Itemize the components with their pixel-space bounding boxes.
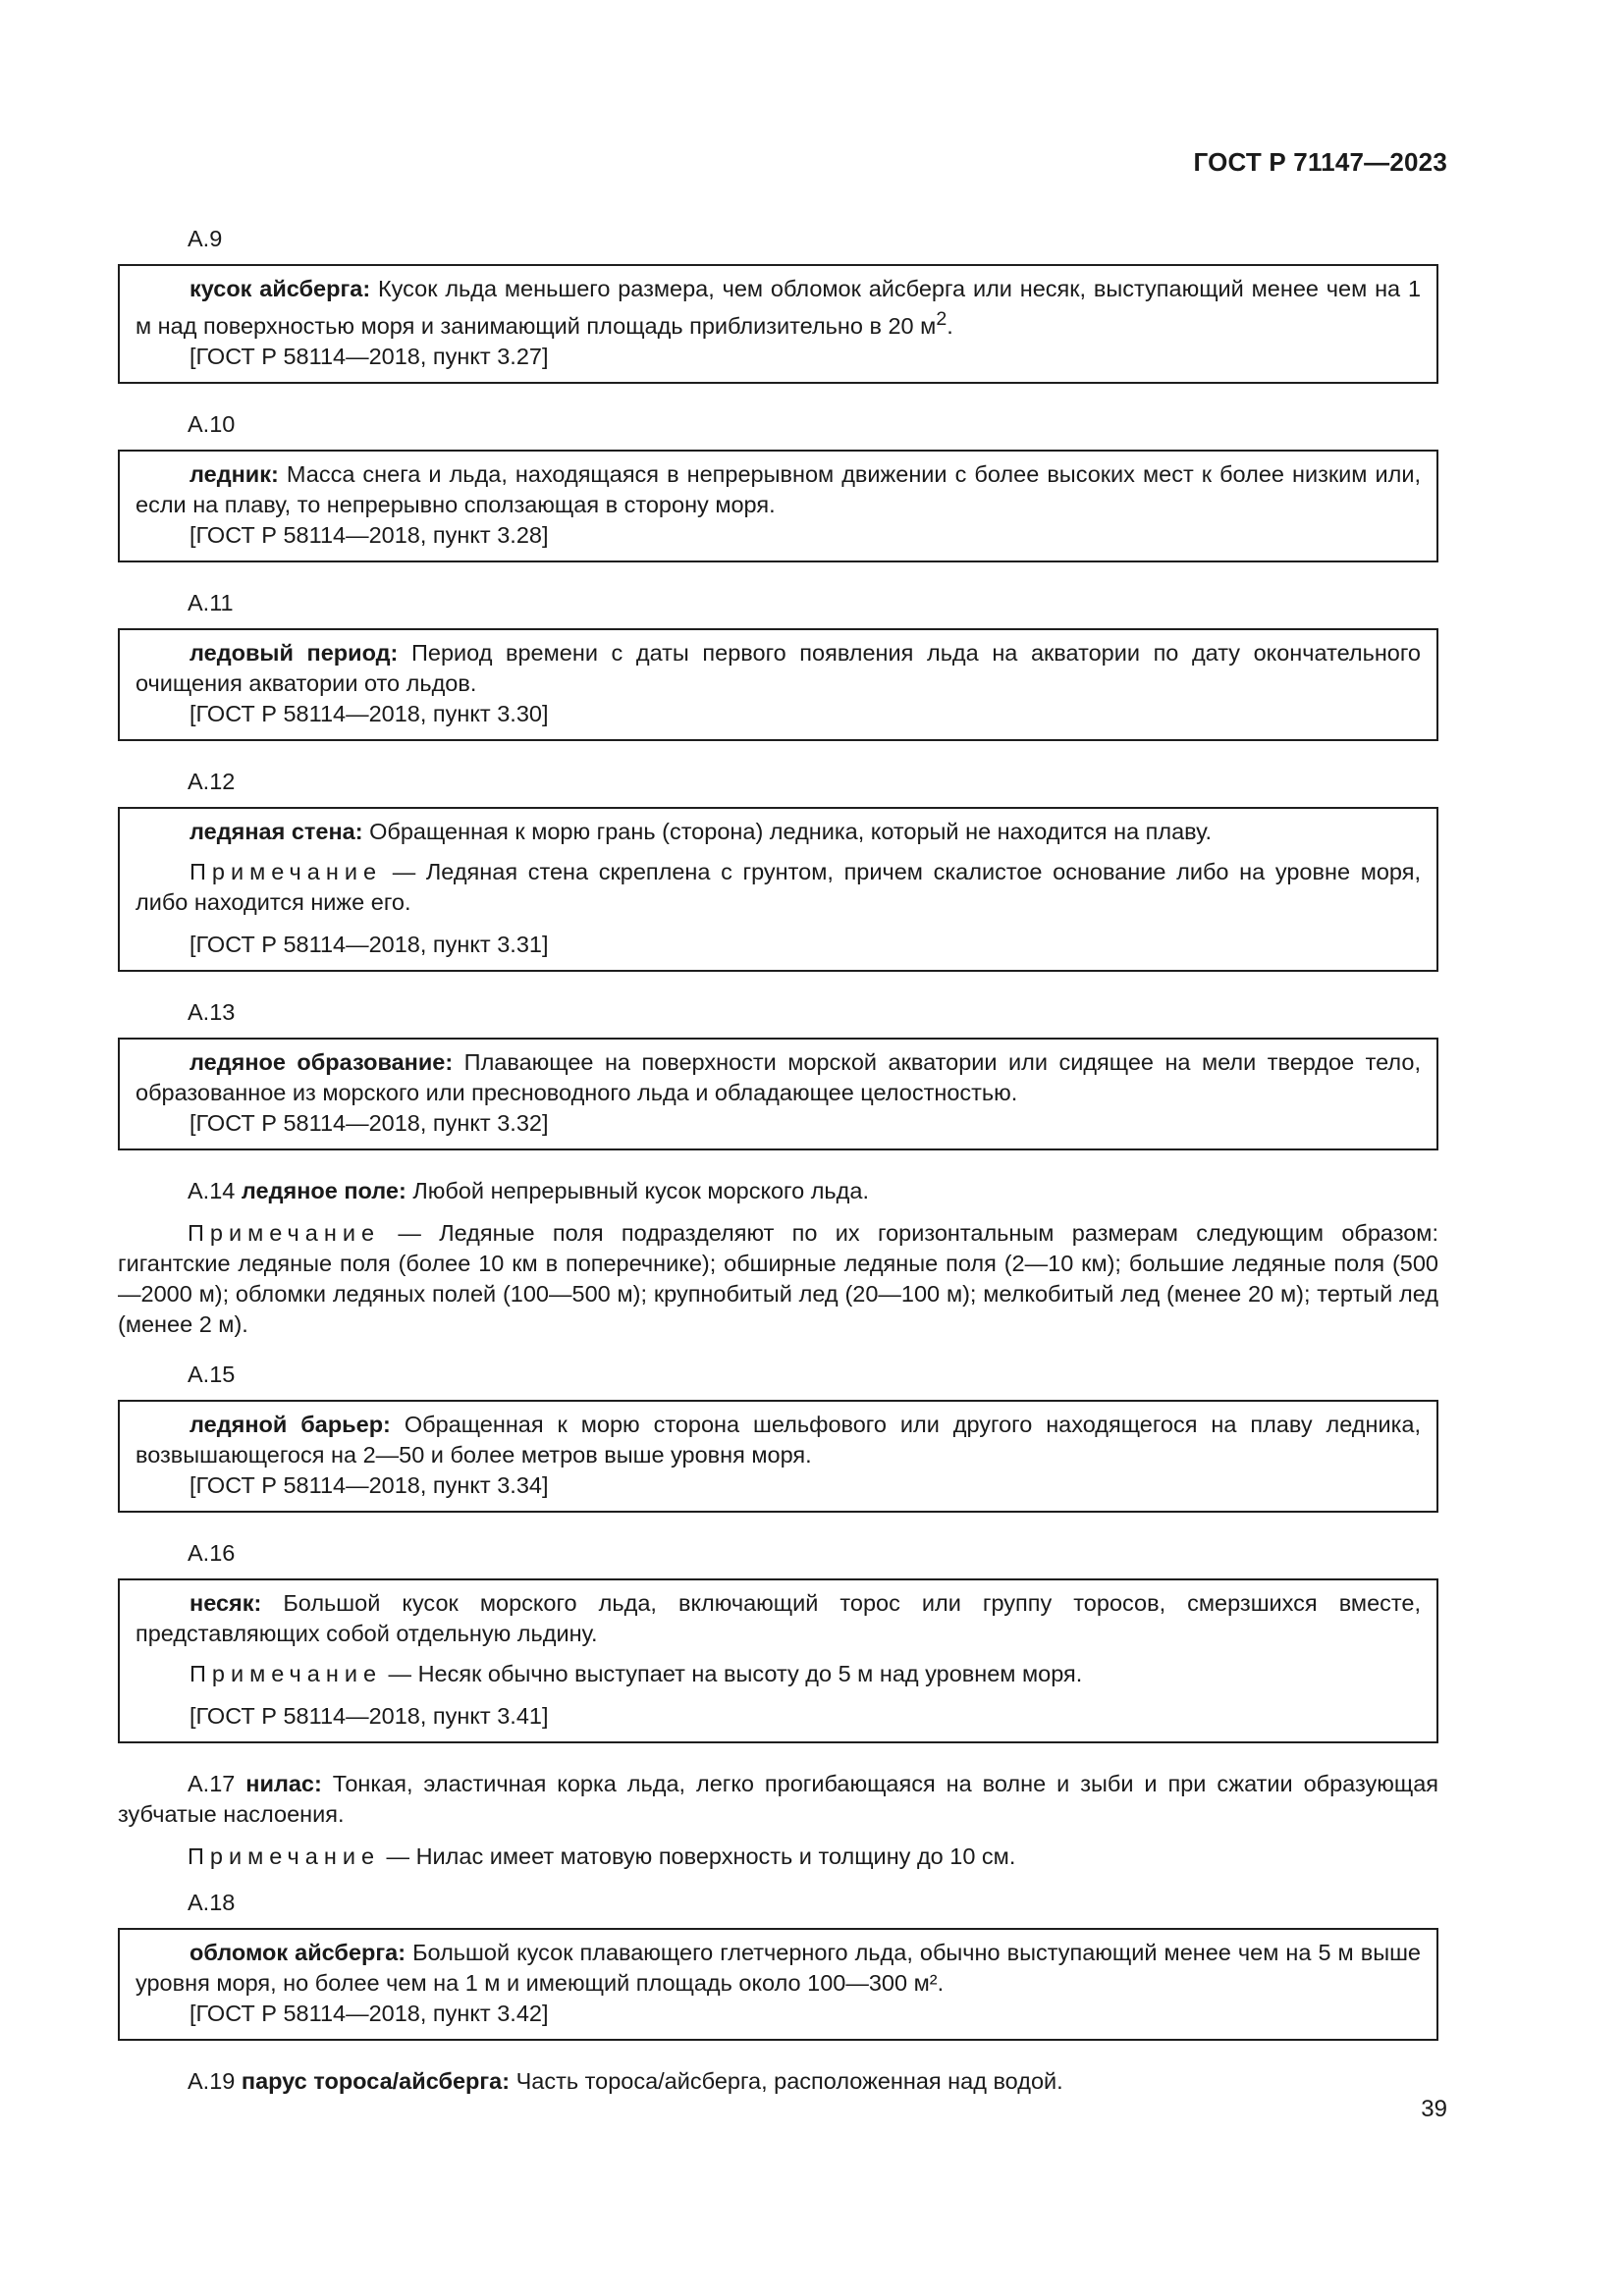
source-reference: [ГОСТ Р 58114—2018, пункт 3.31] [189, 931, 549, 957]
term: парус тороса/айсберга: [241, 2067, 511, 2094]
definition-end: . [947, 312, 953, 339]
definition-text: Часть тороса/айсберга, расположенная над водой. [515, 2067, 1063, 2094]
definition [135, 1588, 1421, 1649]
definition-box [118, 1578, 1438, 1743]
note-word: Примечание [189, 858, 383, 884]
entry-label: А.9 [188, 226, 223, 251]
definition-box [118, 264, 1438, 384]
note-word: Примечание [189, 1660, 383, 1686]
source-reference: [ГОСТ Р 58114—2018, пункт 3.30] [189, 700, 549, 726]
definition [135, 638, 1421, 699]
source-reference: [ГОСТ Р 58114—2018, пункт 3.28] [189, 521, 549, 548]
definition-box [118, 807, 1438, 972]
definition-box [118, 1400, 1438, 1513]
source-reference: [ГОСТ Р 58114—2018, пункт 3.41] [189, 1702, 549, 1729]
note-word: Примечание [188, 1219, 381, 1246]
note-text: — Несяк обычно выступает на высоту до 5 м над уровнем моря. [382, 1660, 1083, 1686]
definition-text: Обращенная к морю сторона шельфового или другого находящегося на плаву ледника, возвышающегося на 2—50 и более метров выше уровня моря. [135, 1411, 1422, 1468]
term: ледяное поле: [241, 1177, 406, 1203]
note-text: — Ледяные поля подразделяют по их горизонтальным размерам следующим образом: гигантские ледяные поля (более 10 км в поперечнике); обширные ледяные поля (2—10 км); большие ледяные поля (500—2000 м); обломки ледяных полей (100—500 м); крупнобитый лед (20—100 м); мелкобитый лед (менее 20 м); тертый лед (менее 2 м). [118, 1219, 1438, 1337]
definition [118, 1769, 1438, 1830]
definition [135, 817, 1421, 847]
content [118, 224, 1438, 2109]
definition-text: Кусок льда меньшего размера, чем обломок айсберга или несяк, выступающий менее чем на 1 м над поверхностью моря и занимающий площадь приблизительно в 20 м [135, 276, 1422, 339]
definition-box [118, 1038, 1438, 1150]
term: несяк: [189, 1589, 262, 1616]
definition-text: Большой кусок плавающего глетчерного льда, обычно выступающий менее чем на 5 м выше уровня моря, но более чем на 1 м и имеющий площадь около 100—300 м². [135, 1939, 1422, 1996]
definition-box [118, 628, 1438, 741]
entry-label: А.17 [188, 1770, 236, 1796]
note-word: Примечание [188, 1842, 381, 1869]
term: обломок айсберга: [189, 1939, 406, 1965]
note-text: — Ледяная стена скреплена с грунтом, причем скалистое основание либо на уровне моря, либо находится ниже его. [135, 858, 1421, 915]
term: нилас: [245, 1770, 322, 1796]
entry-label: А.16 [188, 1539, 236, 1566]
superscript: 2 [936, 308, 947, 330]
definition [135, 459, 1421, 520]
term: ледовый период: [189, 639, 399, 666]
source-reference: [ГОСТ Р 58114—2018, пункт 3.27] [189, 343, 549, 369]
entry-label: А.13 [188, 998, 236, 1025]
term: кусок айсберга: [189, 276, 371, 301]
definition-text: Большой кусок морского льда, включающий торос или группу торосов, смерзшихся вместе, представляющих собой отдельную льдину. [135, 1589, 1421, 1646]
source-reference: [ГОСТ Р 58114—2018, пункт 3.34] [189, 1471, 549, 1498]
definition-box [118, 1928, 1438, 2041]
entry-label: А.12 [188, 768, 236, 794]
definition [118, 2066, 1438, 2097]
definition [135, 274, 1421, 342]
definition-text: Обращенная к морю грань (сторона) ледника, который не находится на плаву. [369, 818, 1213, 844]
definition-text: Масса снега и льда, находящаяся в непрерывном движении с более высоких мест к более низким или, если на плаву, то непрерывно сползающая в сторону моря. [135, 460, 1422, 517]
definition [135, 1938, 1421, 1999]
term: ледяная стена: [189, 818, 363, 844]
entry-label: А.14 [188, 1177, 236, 1203]
definition-text: Период времени с даты первого появления льда на акватории по дату окончательного очищения акватории ото льдов. [135, 639, 1421, 696]
page-number: 39 [1421, 2096, 1447, 2122]
definition [118, 1176, 1438, 1206]
note [118, 1218, 1438, 1340]
source-reference: [ГОСТ Р 58114—2018, пункт 3.42] [189, 2000, 549, 2026]
entry-label: А.10 [188, 410, 236, 437]
definition-text: Любой непрерывный кусок морского льда. [412, 1177, 869, 1203]
note [135, 1659, 1421, 1689]
entry-label: А.15 [188, 1361, 236, 1387]
note-text: — Нилас имеет матовую поверхность и толщину до 10 см. [380, 1842, 1016, 1869]
definition [135, 1410, 1421, 1470]
term: ледяное образование: [189, 1048, 454, 1075]
entry-label: А.11 [188, 589, 234, 615]
entry-label: А.19 [188, 2067, 236, 2094]
definition-text: Тонкая, эластичная корка льда, легко прогибающаяся на волне и зыби и при сжатии образующая зубчатые наслоения. [118, 1770, 1439, 1827]
term: ледник: [189, 460, 279, 487]
term: ледяной барьер: [189, 1411, 391, 1437]
standard-header: ГОСТ Р 71147—2023 [1193, 147, 1447, 177]
note [135, 857, 1421, 918]
entry-label: А.18 [188, 1889, 236, 1915]
note [118, 1842, 1438, 1872]
source-reference: [ГОСТ Р 58114—2018, пункт 3.32] [189, 1109, 549, 1136]
definition-box [118, 450, 1438, 562]
definition [135, 1047, 1421, 1108]
definition-text: Плавающее на поверхности морской акватории или сидящее на мели твердое тело, образованное из морского или пресноводного льда и обладающее целостностью. [135, 1048, 1421, 1105]
